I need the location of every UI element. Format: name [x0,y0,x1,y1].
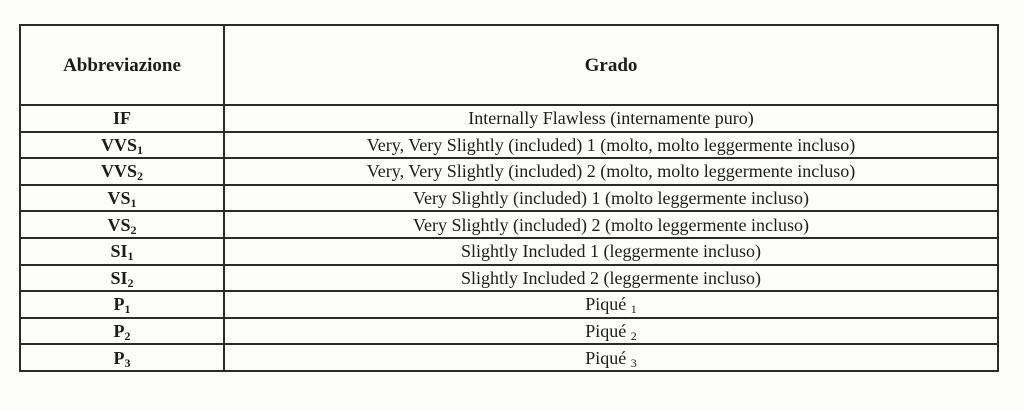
grade-cell [224,105,998,132]
grade-cell [224,158,998,185]
abbreviation-cell [20,211,224,238]
grade-subscript: 3 [630,355,637,370]
table-row [20,211,998,238]
header-grade: Grado [224,25,998,105]
abbreviation-subscript: 2 [137,169,143,184]
grade-text: Slightly Included 1 (leggermente incluso) [461,241,761,262]
grade-cell [224,185,998,212]
abbreviation-subscript: 1 [127,249,134,264]
abbreviation-text: VVS [100,161,137,182]
abbreviation-subscript: 2 [124,329,131,344]
grade-text: Very Slightly (included) 1 (molto leggermente incluso) [413,188,809,209]
grade-text: Slightly Included 2 (leggermente incluso) [461,267,761,288]
diamond-clarity-table [19,24,999,372]
abbreviation-subscript: 1 [130,196,137,211]
header-abbreviation: Abbreviazione [20,25,224,105]
abbreviation-text: P [113,294,125,315]
abbreviation-text: SI [110,267,128,288]
grade-cell [224,344,998,371]
grade-text: Very, Very Slightly (included) 1 (molto, molto leggermente incluso) [366,134,856,155]
grade-text: Piqué [585,294,627,315]
abbreviation-subscript: 1 [124,302,131,317]
header-row [20,25,998,105]
abbreviation-text: SI [110,241,128,262]
abbreviation-cell [20,158,224,185]
grade-cell [224,211,998,238]
abbreviation-cell [20,238,224,265]
abbreviation-cell [20,265,224,292]
grade-cell [224,318,998,345]
abbreviation-cell [20,318,224,345]
table-row [20,265,998,292]
abbreviation-text: VVS [100,134,137,155]
table-row [20,291,998,318]
grade-text: Very Slightly (included) 2 (molto leggermente incluso) [413,214,809,235]
table-row [20,158,998,185]
table-row [20,238,998,265]
grade-cell [224,238,998,265]
grade-cell [224,291,998,318]
grade-text: Internally Flawless (internamente puro) [468,108,754,129]
abbreviation-text: VS [107,214,131,235]
table-row [20,318,998,345]
grade-subscript: 2 [630,329,637,344]
abbreviation-text: VS [107,188,131,209]
table-row [20,344,998,371]
grade-cell [224,265,998,292]
abbreviation-cell [20,291,224,318]
abbreviation-cell [20,105,224,132]
grade-text: Very, Very Slightly (included) 2 (molto, molto leggermente incluso) [366,161,856,182]
abbreviation-subscript: 2 [127,275,134,290]
abbreviation-cell [20,185,224,212]
abbreviation-cell [20,344,224,371]
abbreviation-text: IF [113,108,131,129]
grade-cell [224,132,998,159]
abbreviation-text: P [113,321,125,342]
abbreviation-subscript: 2 [130,222,137,237]
table-row [20,105,998,132]
grade-text: Piqué [585,347,627,368]
grade-text: Piqué [585,321,627,342]
grade-subscript: 1 [630,302,637,317]
table-row [20,132,998,159]
abbreviation-subscript: 1 [137,142,143,157]
abbreviation-subscript: 3 [124,355,131,370]
abbreviation-text: P [113,347,125,368]
abbreviation-cell [20,132,224,159]
table-row [20,185,998,212]
